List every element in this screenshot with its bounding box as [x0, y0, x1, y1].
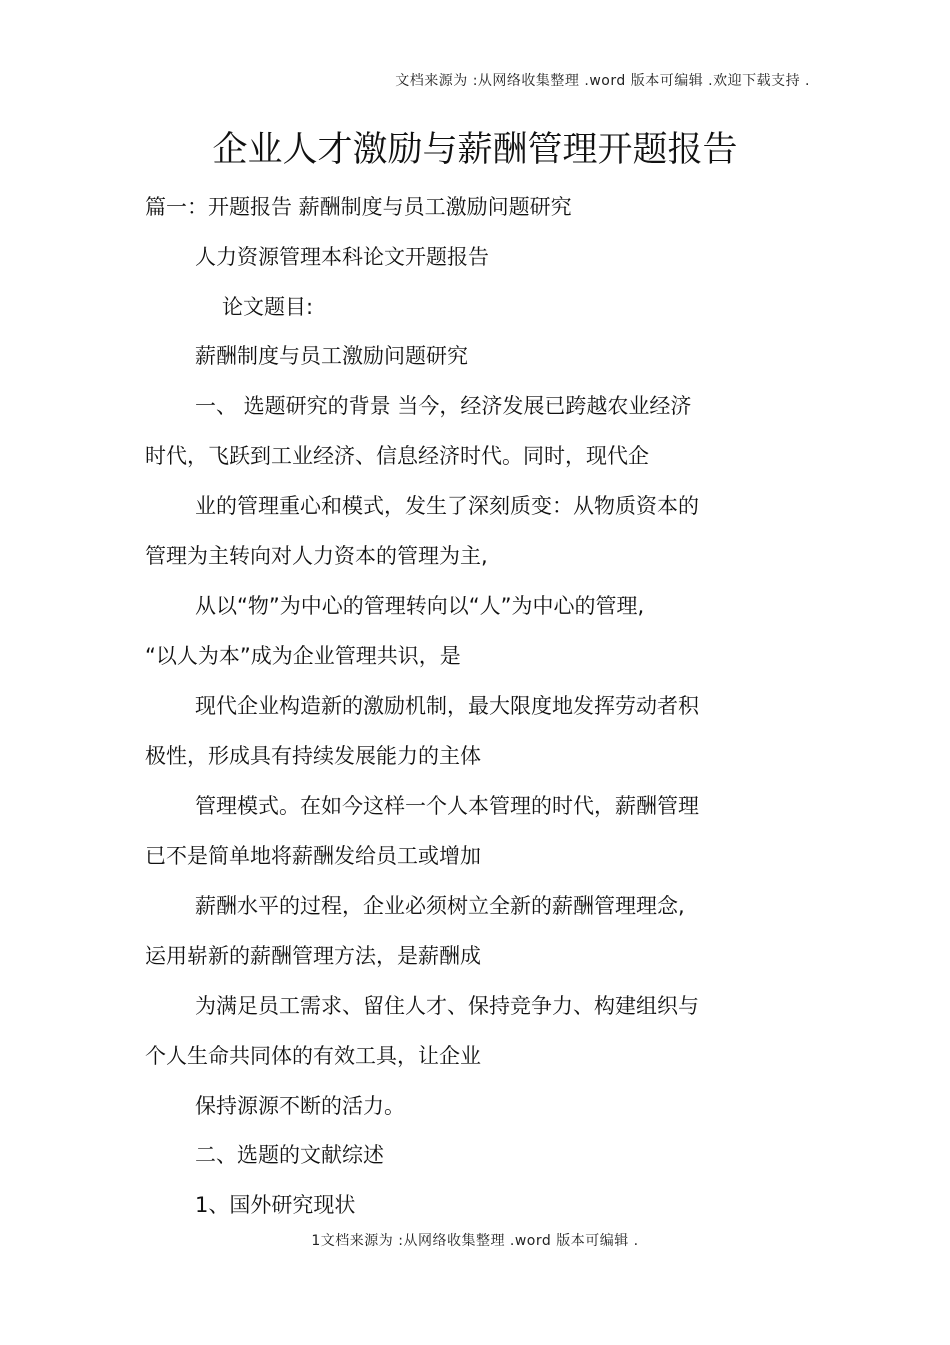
body-line: 运用崭新的薪酬管理方法，是薪酬成: [145, 944, 481, 968]
document-title: 企业人才激励与薪酬管理开题报告: [212, 130, 738, 170]
body-line: “以人为本”成为企业管理共识，是: [145, 644, 461, 668]
body-line: 业的管理重心和模式，发生了深刻质变：从物质资本的: [195, 494, 699, 518]
body-line: 保持源源不断的活力。: [195, 1094, 405, 1118]
body-line: 人力资源管理本科论文开题报告: [195, 245, 489, 269]
section-heading: 二、选题的文献综述: [195, 1143, 384, 1167]
body-line: 管理为主转向对人力资本的管理为主,: [145, 544, 488, 568]
header-source-note: 文档来源为 :从网络收集整理 .word 版本可编辑 .欢迎下载支持 .: [395, 73, 810, 89]
body-line: 个人生命共同体的有效工具，让企业: [145, 1044, 481, 1068]
body-line: 管理模式。在如今这样一个人本管理的时代，薪酬管理: [195, 794, 699, 818]
body-line: 薪酬水平的过程，企业必须树立全新的薪酬管理理念,: [195, 894, 685, 918]
footer-source-note: 文档来源为 :从网络收集整理 .word 版本可编辑 .: [320, 1233, 639, 1249]
body-line: 时代，飞跃到工业经济、信息经济时代。同时，现代企: [145, 444, 649, 468]
body-line: 从以“物”为中心的管理转向以“人”为中心的管理,: [195, 594, 645, 618]
page-number: 1: [311, 1233, 321, 1249]
body-line: 为满足员工需求、留住人才、保持竞争力、构建组织与: [195, 994, 699, 1018]
footer: [0, 1230, 950, 1250]
body-line: 薪酬制度与员工激励问题研究: [195, 344, 468, 368]
body-line: 极性，形成具有持续发展能力的主体: [145, 744, 481, 768]
body-line: 论文题目:: [222, 295, 314, 319]
body-line: 篇一：开题报告 薪酬制度与员工激励问题研究: [145, 195, 572, 219]
body-line: 一、 选题研究的背景 当今，经济发展已跨越农业经济: [195, 394, 692, 418]
body-line: 已不是简单地将薪酬发给员工或增加: [145, 844, 481, 868]
subsection-heading: 1、国外研究现状: [195, 1193, 356, 1217]
body-line: 现代企业构造新的激励机制，最大限度地发挥劳动者积: [195, 694, 699, 718]
